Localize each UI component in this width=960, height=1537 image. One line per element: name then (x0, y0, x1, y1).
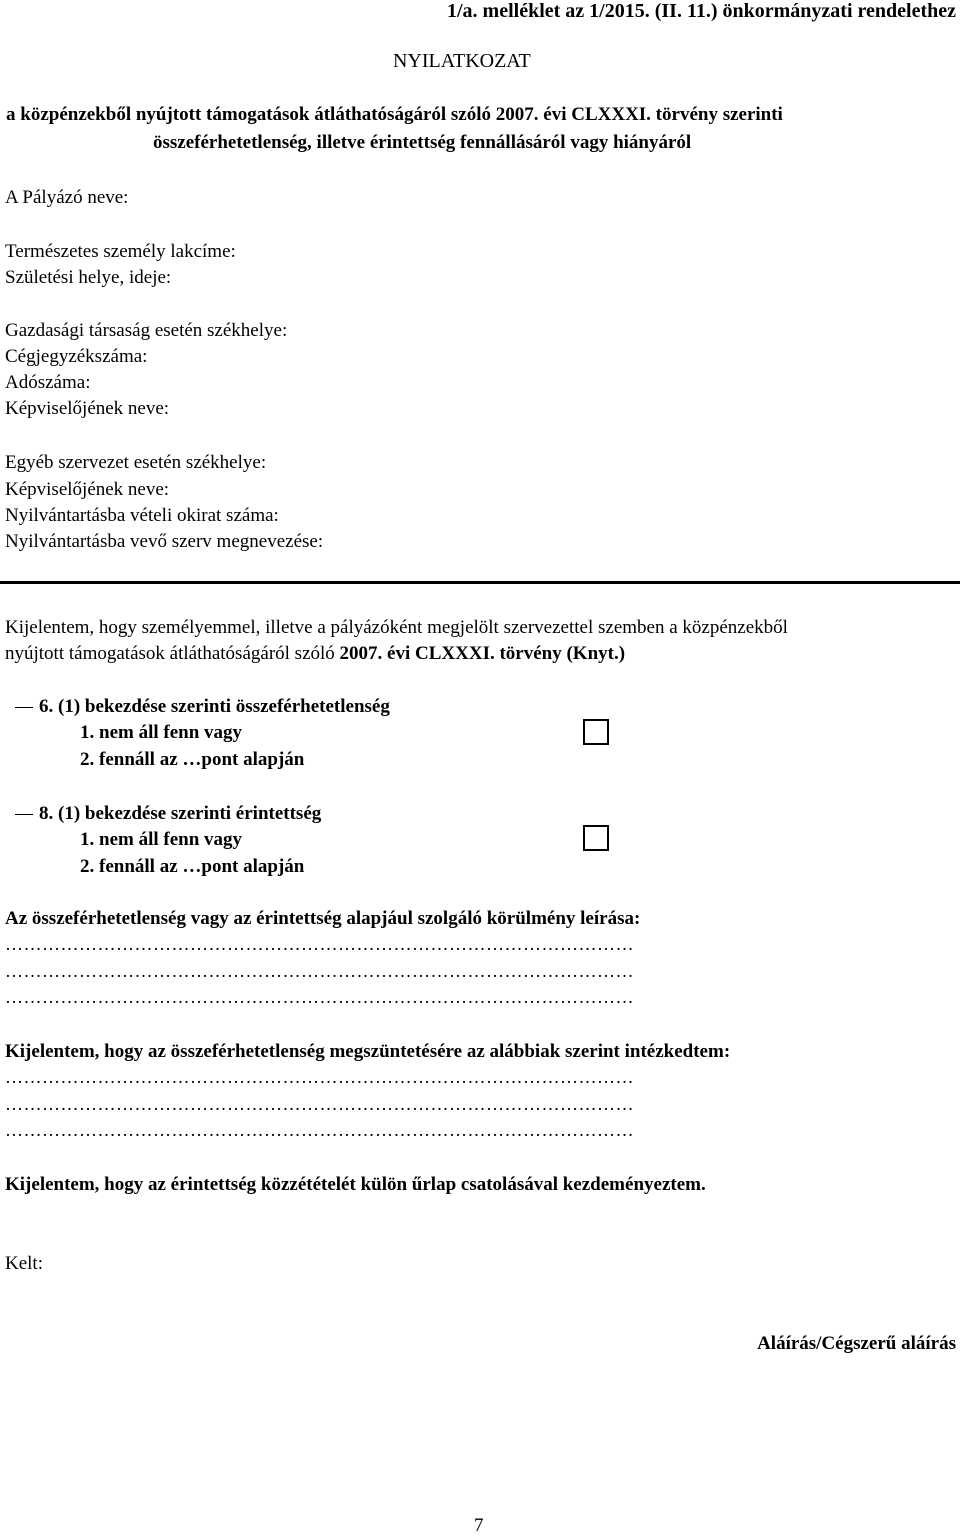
dash-bullet (15, 814, 33, 815)
birth-field: Születési helye, ideje: (5, 267, 172, 288)
section-8-option-1: 1. nem áll fenn vagy (80, 829, 243, 850)
tax-number-field: Adószáma: (5, 372, 91, 393)
document-title: NYILATKOZAT (393, 50, 531, 72)
section-8-option-2: 2. fennáll az …pont alapján (80, 856, 305, 877)
declaration-line-2 (5, 643, 625, 665)
law-reference: 2007. évi CLXXXI. törvény (Knyt.) (339, 643, 626, 664)
section-6-option-2: 2. fennáll az …pont alapján (80, 749, 305, 770)
section-6-option-1: 1. nem áll fenn vagy (80, 722, 243, 743)
signature-label: Aláírás/Cégszerű aláírás (757, 1333, 956, 1354)
declaration-line-2-text: nyújtott támogatások átláthatóságáról szóló (5, 643, 340, 664)
dotted-line[interactable]: ………………………………………………………………………………………… (5, 987, 634, 1007)
dotted-line[interactable]: ………………………………………………………………………………………… (5, 961, 634, 981)
subtitle-line-2: összeférhetetlenség, illetve érintettség fennállásáról vagy hiányáról (153, 132, 692, 153)
company-seat-field: Gazdasági társaság esetén székhelye: (5, 320, 288, 341)
section-8-checkbox[interactable] (583, 825, 609, 851)
publication-statement: Kijelentem, hogy az érintettség közzétételét külön űrlap csatolásával kezdeményeztem. (5, 1174, 706, 1195)
dotted-line[interactable]: ………………………………………………………………………………………… (5, 1067, 634, 1087)
registry-document-field: Nyilvántartásba vételi okirat száma: (5, 505, 279, 526)
page-number: 7 (474, 1515, 484, 1536)
dash-bullet (15, 707, 33, 708)
measures-label: Kijelentem, hogy az összeférhetetlenség megszüntetésére az alábbiak szerint intézkedtem: (5, 1041, 731, 1062)
subtitle-line-1: a közpénzekből nyújtott támogatások átláthatóságáról szóló 2007. évi CLXXXI. törvény szerinti (6, 104, 783, 125)
company-registration-field: Cégjegyzékszáma: (5, 346, 148, 367)
horizontal-divider (0, 581, 960, 584)
section-6-checkbox[interactable] (583, 719, 609, 745)
section-8-heading (15, 803, 321, 825)
annex-reference: 1/a. melléklet az 1/2015. (II. 11.) önkormányzati rendelethez (446, 0, 956, 22)
company-representative-field: Képviselőjének neve: (5, 398, 170, 419)
section-8-heading-text: 8. (1) bekezdése szerinti érintettség (39, 803, 322, 824)
organization-seat-field: Egyéb szervezet esetén székhelye: (5, 452, 267, 473)
dotted-line[interactable]: ………………………………………………………………………………………… (5, 1094, 634, 1114)
declaration-line-1: Kijelentem, hogy személyemmel, illetve a pályázóként megjelölt szervezettel szemben a közpénzekből (5, 617, 788, 638)
person-address-field: Természetes személy lakcíme: (5, 241, 236, 262)
applicant-name-field: A Pályázó neve: (5, 187, 129, 208)
section-6-heading-text: 6. (1) bekezdése szerinti összeférhetetlenség (39, 696, 390, 717)
section-6-heading (15, 696, 390, 718)
registry-organization-field: Nyilvántartásba vevő szerv megnevezése: (5, 531, 324, 552)
dotted-line[interactable]: ………………………………………………………………………………………… (5, 1120, 634, 1140)
dotted-line[interactable]: ………………………………………………………………………………………… (5, 934, 634, 954)
date-label: Kelt: (5, 1253, 43, 1274)
organization-representative-field: Képviselőjének neve: (5, 479, 170, 500)
circumstance-label: Az összeférhetetlenség vagy az érintettség alapjául szolgáló körülmény leírása: (5, 908, 641, 929)
